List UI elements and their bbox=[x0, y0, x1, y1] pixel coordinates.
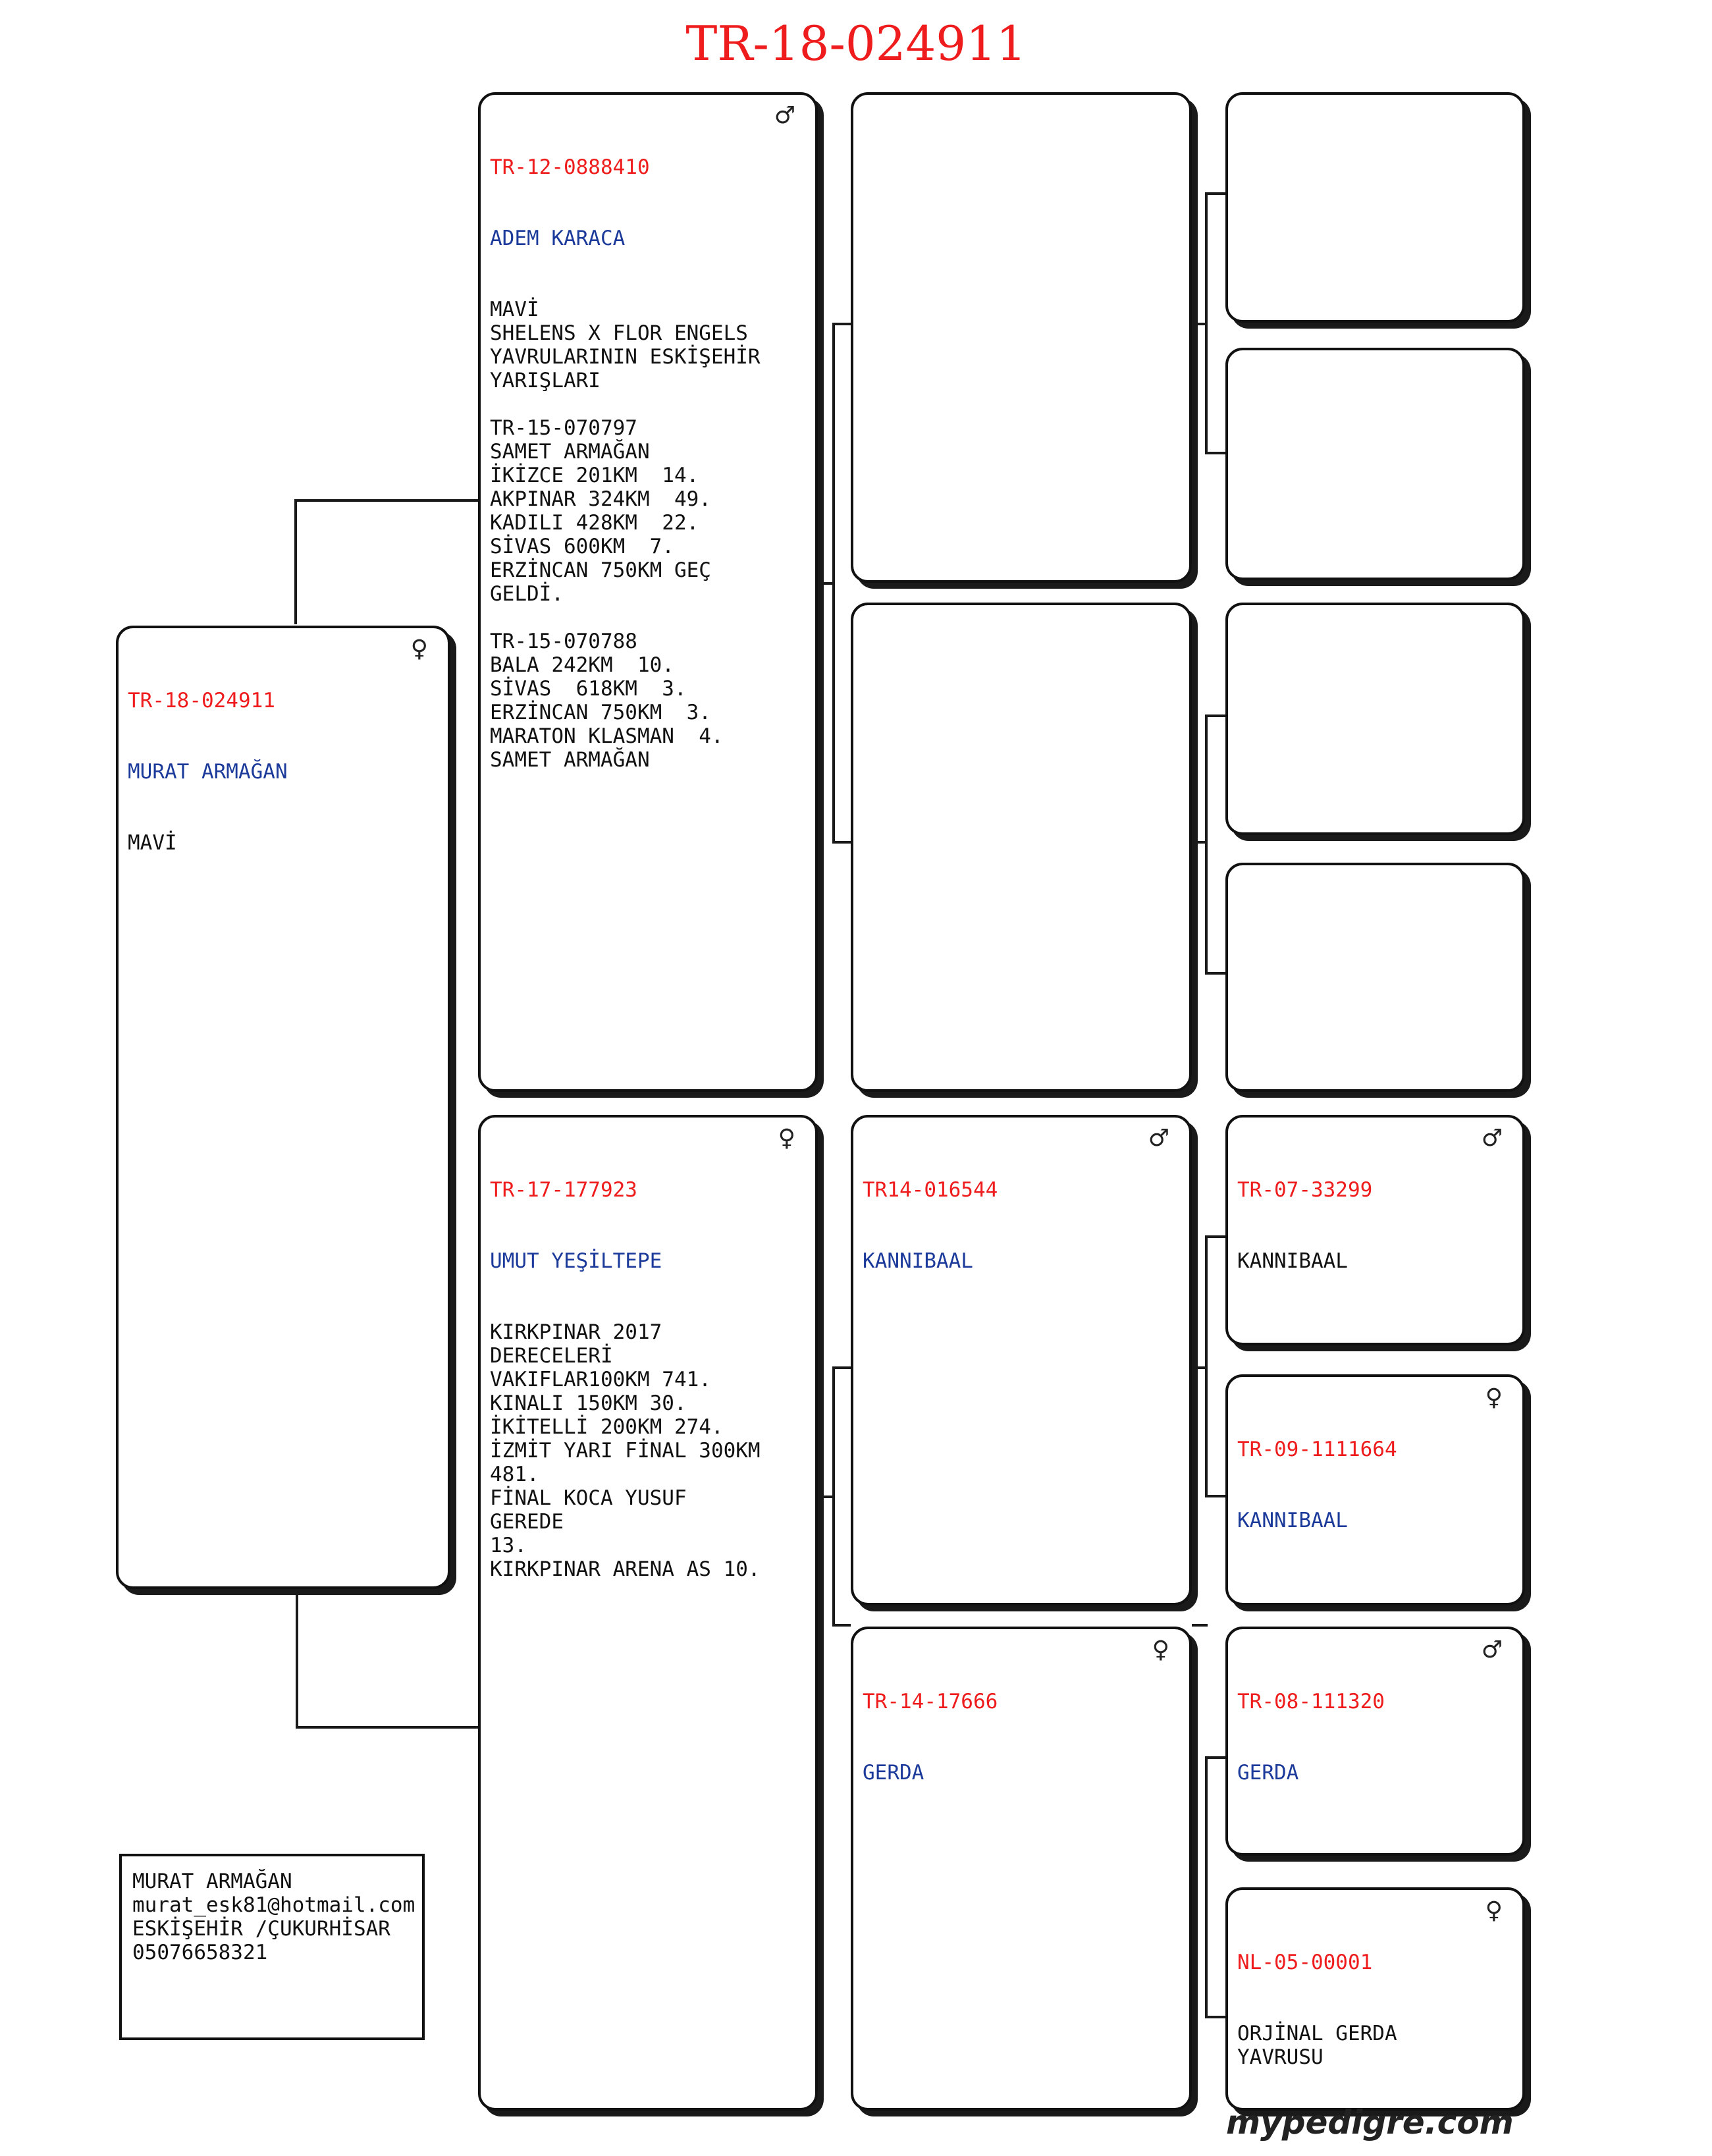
dam-sire-sire-card[interactable] bbox=[1225, 1115, 1525, 1345]
bird-notes: KIRKPINAR 2017 DERECELERİ VAKIFLAR100KM 741. KINALI 150KM 30. İKİTELLİ 200KM 274. İZMİT YARI FİNAL 300KM 481. FİNAL KOCA YUSUF GEREDE 13. KIRKPINAR ARENA AS 10. bbox=[490, 1320, 761, 1581]
dam-dam-details bbox=[863, 1642, 1143, 1832]
dam-sire-dam-card[interactable] bbox=[1225, 1374, 1525, 1605]
dam-dam-dam-card[interactable] bbox=[1225, 1887, 1525, 2111]
male-symbol-icon: ♂ bbox=[774, 102, 795, 129]
connector-line bbox=[1192, 1624, 1208, 1627]
brand-watermark: mypedigre.com bbox=[1226, 2103, 1514, 2142]
dam-sire-details bbox=[863, 1131, 1143, 1320]
connector-line bbox=[1205, 2016, 1225, 2018]
owner-name: UMUT YEŞİLTEPE bbox=[490, 1249, 662, 1273]
connector-line bbox=[1205, 1495, 1225, 1497]
male-symbol-icon: ♂ bbox=[1481, 1125, 1503, 1152]
pedigree-title: TR-18-024911 bbox=[685, 16, 1027, 71]
connector-line bbox=[1205, 1235, 1225, 1238]
connector-line bbox=[1205, 714, 1225, 717]
connector-line bbox=[1205, 452, 1225, 454]
owner-name: GERDA bbox=[863, 1761, 924, 1785]
dam-details bbox=[490, 1131, 769, 1629]
female-symbol-icon: ♀ bbox=[410, 635, 428, 662]
sire-details bbox=[490, 108, 769, 819]
owner-name: KANNIBAAL bbox=[1237, 1509, 1348, 1532]
bird-notes: KANNIBAAL bbox=[1237, 1249, 1348, 1273]
sire-dam-sire-card[interactable] bbox=[1225, 603, 1525, 835]
female-symbol-icon: ♀ bbox=[1485, 1384, 1503, 1411]
sire-sire-dam-card[interactable] bbox=[1225, 348, 1525, 580]
owner-name: GERDA bbox=[1237, 1761, 1299, 1785]
connector-line bbox=[296, 1587, 298, 1729]
sire-sire-sire-card[interactable] bbox=[1225, 92, 1525, 323]
bird-notes: MAVİ bbox=[128, 831, 177, 855]
dam-sire-sire-details bbox=[1237, 1131, 1476, 1320]
dam-sire-card[interactable] bbox=[851, 1115, 1192, 1605]
breeder-contact-box bbox=[119, 1854, 425, 2040]
bird-notes: ORJİNAL GERDA YAVRUSU bbox=[1237, 2022, 1410, 2069]
ring-number: NL-05-00001 bbox=[1237, 1951, 1373, 1974]
connector-line bbox=[1205, 972, 1225, 975]
female-symbol-icon: ♀ bbox=[778, 1125, 795, 1152]
connector-line bbox=[832, 323, 851, 325]
connector-line bbox=[1205, 1756, 1225, 1759]
connector-line bbox=[1192, 323, 1208, 325]
dam-dam-dam-details bbox=[1237, 1903, 1476, 2111]
connector-line bbox=[1205, 192, 1225, 195]
connector-line bbox=[832, 1624, 851, 1627]
sire-sire-card[interactable] bbox=[851, 92, 1192, 583]
owner-name: MURAT ARMAĞAN bbox=[128, 760, 288, 784]
subject-card[interactable] bbox=[116, 626, 450, 1589]
breeder-contact-text: MURAT ARMAĞAN murat_esk81@hotmail.com ESKİŞEHİR /ÇUKURHİSAR 05076658321 bbox=[132, 1870, 415, 1964]
connector-line bbox=[1205, 1756, 1208, 2018]
female-symbol-icon: ♀ bbox=[1152, 1636, 1169, 1663]
connector-line bbox=[1205, 714, 1208, 975]
ring-number: TR-18-024911 bbox=[128, 689, 275, 713]
connector-line bbox=[294, 499, 478, 502]
ring-number: TR-12-0888410 bbox=[490, 155, 650, 179]
ring-number: TR-17-177923 bbox=[490, 1178, 637, 1202]
ring-number: TR-07-33299 bbox=[1237, 1178, 1373, 1202]
connector-line bbox=[1192, 841, 1208, 844]
ring-number: TR14-016544 bbox=[863, 1178, 998, 1202]
connector-line bbox=[818, 1496, 835, 1498]
dam-dam-sire-card[interactable] bbox=[1225, 1627, 1525, 1856]
connector-line bbox=[296, 1726, 478, 1729]
owner-name: ADEM KARACA bbox=[490, 227, 626, 250]
sire-dam-card[interactable] bbox=[851, 603, 1192, 1092]
connector-line bbox=[1192, 1366, 1208, 1369]
connector-line bbox=[832, 1366, 851, 1369]
male-symbol-icon: ♂ bbox=[1148, 1125, 1169, 1152]
connector-line bbox=[294, 499, 297, 624]
subject-details bbox=[128, 641, 402, 902]
dam-card[interactable] bbox=[478, 1115, 818, 2111]
ring-number: TR-09-1111664 bbox=[1237, 1438, 1397, 1461]
dam-dam-sire-details bbox=[1237, 1642, 1476, 1832]
male-symbol-icon: ♂ bbox=[1481, 1636, 1503, 1663]
dam-sire-dam-details bbox=[1237, 1390, 1476, 1580]
sire-dam-dam-card[interactable] bbox=[1225, 863, 1525, 1092]
connector-line bbox=[818, 582, 835, 585]
bird-notes: MAVİ SHELENS X FLOR ENGELS YAVRULARININ ESKİŞEHİR YARIŞLARI TR-15-070797 SAMET ARMAĞAN İKİZCE 201KM 14. AKPINAR 324KM 49. KADILI 428KM 22. SİVAS 600KM 7. ERZİNCAN 750KM GEÇ GELDİ. TR-15-070788 BALA 242KM 10. SİVAS 618KM 3. ERZİNCAN 750KM 3. MARATON KLASMAN 4. SAMET ARMAĞAN bbox=[490, 298, 761, 772]
ring-number: TR-08-111320 bbox=[1237, 1690, 1385, 1713]
ring-number: TR-14-17666 bbox=[863, 1690, 998, 1713]
sire-card[interactable] bbox=[478, 92, 818, 1092]
connector-line bbox=[832, 841, 851, 844]
female-symbol-icon: ♀ bbox=[1485, 1897, 1503, 1924]
owner-name: KANNIBAAL bbox=[863, 1249, 973, 1273]
dam-dam-card[interactable] bbox=[851, 1627, 1192, 2111]
